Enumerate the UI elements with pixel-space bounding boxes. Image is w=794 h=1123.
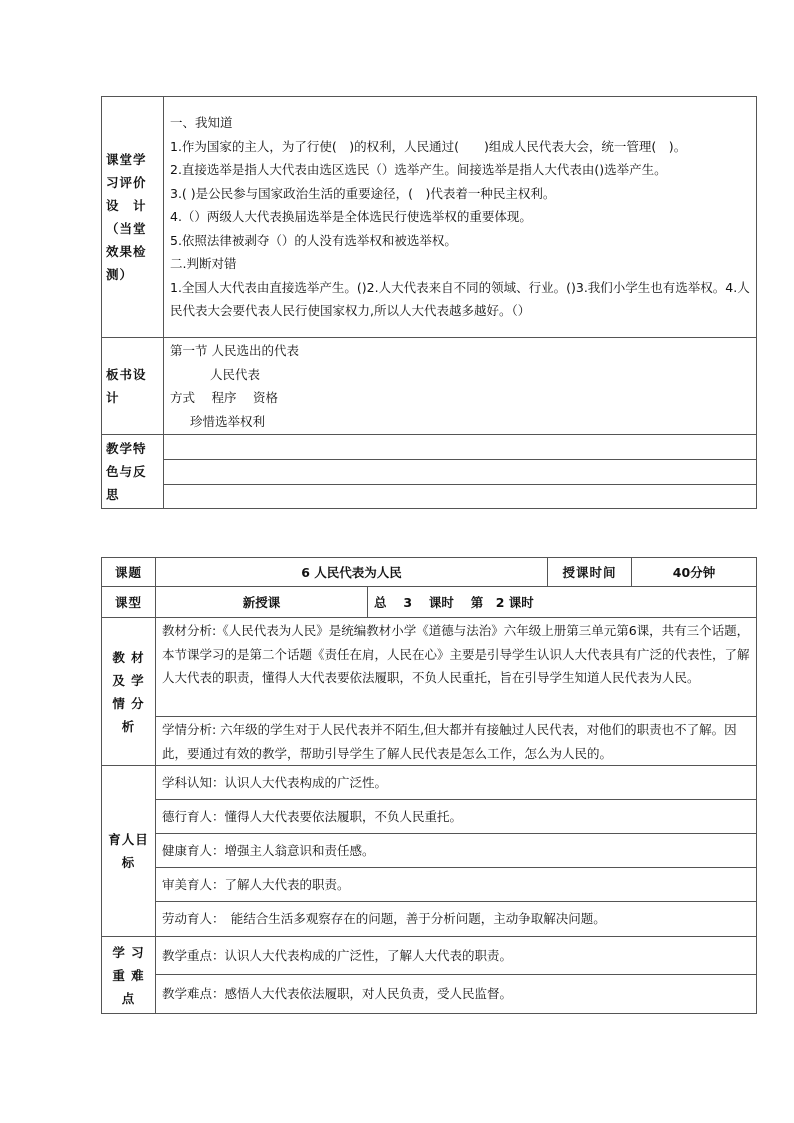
topic-row (102, 558, 757, 587)
reflection-line (164, 435, 756, 460)
goal-item: 健康育人：增强主人翁意识和责任感。 (156, 834, 756, 868)
eval-line: 1.全国人大代表由直接选举产生。()2.人大代表来自不同的领域、行业。()3.我们小学生也有选举权。4.人民代表大会要代表人民行使国家权力,所以人大代表越多越好。（） (170, 279, 750, 319)
eval-line: 4.（）两级人大代表换届选举是全体选民行使选举权的重要体现。 (170, 209, 532, 225)
evaluation-row (102, 97, 757, 338)
goal-item: 学科认知：认识人大代表构成的广泛性。 (156, 766, 756, 800)
student-analysis: 学情分析: 六年级的学生对于人民代表并不陌生,但大都并有接触过人民代表，对他们的职责也不了解。因此，要通过有效的教学，帮助引导学生了解人民代表是怎么工作，怎么为人民的。 (162, 722, 737, 761)
board-line: 珍惜选举权利 (190, 413, 266, 429)
evaluation-label: 课堂学习评价设 计（当堂效果检测） (102, 97, 164, 338)
difficult-point: 教学难点：感悟人大代表依法履职，对人民负责，受人民监督。 (162, 986, 513, 1001)
time-label: 授课时间 (548, 558, 632, 587)
goal-item: 德行育人：懂得人大代表要依法履职，不负人民重托。 (156, 800, 756, 834)
type-label: 课型 (102, 587, 156, 618)
goal-item: 劳动育人： 能结合生活多观察存在的问题，善于分析问题，主动争取解决问题。 (162, 911, 606, 926)
key-points-content (156, 937, 757, 1014)
analysis-row (102, 618, 757, 766)
reflection-row (102, 435, 757, 509)
material-analysis: 教材分析:《人民代表为人民》是统编教材小学《道德与法治》六年级上册第三单元第6课，共有三个话题，本节课学习的是第二个话题《责任在肩，人民在心》主要是引导学生认识人大代表具有广泛的代表性，了解人大代表的职责，懂得人大代表要依法履职，不负人民重托，旨在引导学生知道人民代表为人民。 (156, 618, 756, 717)
type-value: 新授课 (156, 587, 368, 618)
board-line: 方式 程序 资格 (170, 390, 278, 405)
board-line: 第一节 人民选出的代表 (170, 343, 299, 358)
reflection-label: 教学特色与反思 (102, 435, 164, 509)
lesson-plan-table-continued (101, 96, 757, 509)
goal-item: 审美育人：了解人大代表的职责。 (156, 868, 756, 902)
time-value: 40分钟 (632, 558, 757, 587)
goals-label: 育人目标 (102, 766, 156, 937)
reflection-line (164, 460, 756, 485)
goals-content (156, 766, 757, 937)
key-points-label: 学 习 重 难 点 (102, 937, 156, 1014)
goals-row (102, 766, 757, 937)
board-design-content (164, 338, 757, 435)
lesson-plan-table (101, 557, 757, 1014)
reflection-line (164, 485, 756, 508)
board-line: 人民代表 (210, 366, 261, 382)
eval-line: 二.判断对错 (170, 256, 237, 272)
analysis-label: 教 材 及 学 情 分 析 (102, 618, 156, 766)
reflection-content (164, 435, 757, 509)
evaluation-content (164, 97, 757, 338)
board-design-label: 板书设计 (102, 338, 164, 435)
eval-line: 3.( )是公民参与国家政治生活的重要途径，( )代表着一种民主权利。 (170, 185, 556, 201)
topic-value: 6 人民代表为人民 (156, 558, 548, 587)
key-points-row (102, 937, 757, 1014)
board-design-row (102, 338, 757, 435)
analysis-content (156, 618, 757, 766)
type-row (102, 587, 757, 618)
topic-label: 课题 (102, 558, 156, 587)
period-info: 总 3 课时 第 2 课时 (368, 587, 757, 618)
eval-line: 一、我知道 (170, 115, 233, 131)
key-point: 教学重点：认识人大代表构成的广泛性，了解人大代表的职责。 (156, 937, 756, 975)
eval-line: 1.作为国家的主人，为了行使( )的权利，人民通过( )组成人民代表大会，统一管理( )。 (170, 138, 687, 154)
eval-line: 5.依照法律被剥夺（）的人没有选举权和被选举权。 (170, 232, 457, 248)
eval-line: 2.直接选举是指人大代表由选区选民（）选举产生。间接选举是指人大代表由()选举产生。 (170, 162, 667, 178)
